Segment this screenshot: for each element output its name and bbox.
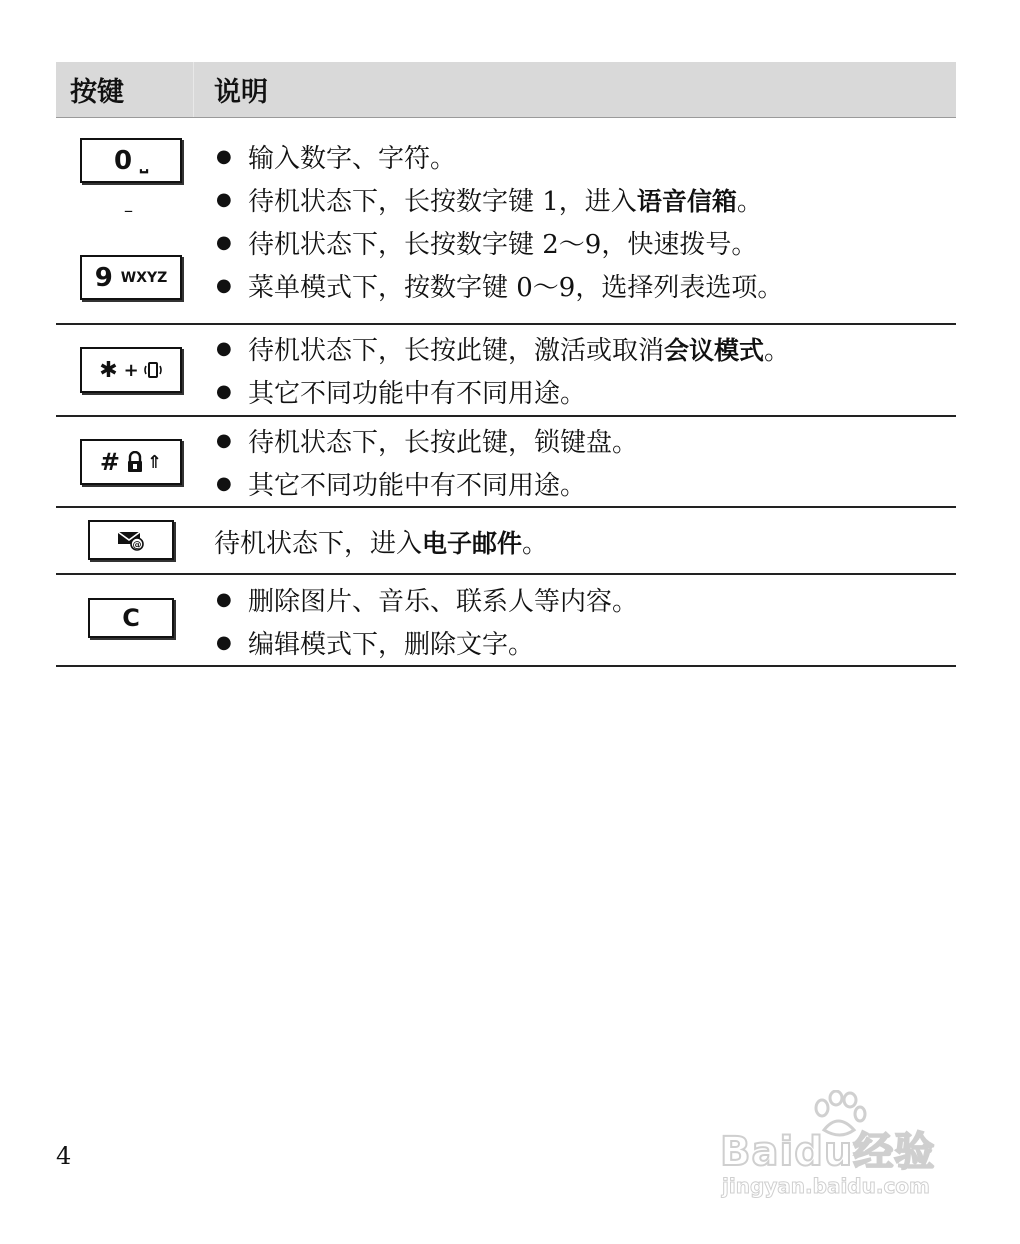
term-voicemail: 语音信箱 (636, 186, 737, 216)
key-9-label: 9 (94, 262, 113, 293)
description-cell (206, 325, 956, 415)
shift-icon: ⇑ (147, 451, 163, 473)
term-meeting-mode: 会议模式 (664, 335, 765, 365)
bullet-icon: ● (216, 275, 232, 296)
key-star (80, 347, 182, 393)
key-c-label: C (122, 604, 140, 632)
list-item: ● 其它不同功能中有不同用途。 (216, 379, 587, 409)
bullet-icon: ● (216, 189, 232, 210)
table-row-clear-key (56, 575, 956, 667)
list-item: ● 菜单模式下，按数字键 0～9，选择列表选项。 (216, 273, 784, 303)
table-row-star-key (56, 325, 956, 417)
key-c (88, 598, 174, 638)
list-item: ● 输入数字、字符。 (216, 144, 457, 174)
bullet-icon: ● (216, 232, 232, 253)
description-cell (206, 417, 956, 506)
header-key: 按键 (56, 62, 194, 117)
key-hash (80, 439, 182, 485)
key-cell (56, 325, 206, 415)
watermark-url: jingyan.baidu.com (722, 1174, 930, 1198)
term-email: 电子邮件 (422, 528, 523, 558)
list-item: ● 编辑模式下，删除文字。 (216, 630, 535, 660)
key-9-letters: WXYZ (120, 269, 168, 286)
list-item: ● 其它不同功能中有不同用途。 (216, 471, 587, 501)
lock-icon (126, 451, 144, 473)
baidu-watermark (720, 1090, 960, 1200)
table-row-email-key (56, 508, 956, 575)
key-cell (56, 118, 206, 323)
bullet-icon: ● (216, 430, 232, 451)
bullet-icon: ● (216, 589, 232, 610)
bullet-icon: ● (216, 338, 232, 359)
key-0-label: 0 (113, 145, 133, 176)
list-item: ● 待机状态下，长按此键，锁键盘。 (216, 428, 639, 458)
page-number: 4 (56, 1142, 72, 1170)
email-icon (116, 529, 146, 551)
description-cell (206, 508, 956, 573)
table-header (56, 62, 956, 118)
table-row-number-keys (56, 118, 956, 325)
table-row-hash-key (56, 417, 956, 508)
vibrate-icon (143, 360, 163, 380)
header-description: 说明 (214, 77, 268, 108)
watermark-brand: Baidu经验 (720, 1129, 936, 1175)
key-cell (56, 575, 206, 665)
key-cell (56, 417, 206, 506)
range-separator: – (124, 200, 133, 221)
key-email (88, 520, 174, 560)
description-cell (206, 118, 956, 323)
list-item: ● 待机状态下，长按数字键 2～9，快速拨号。 (216, 230, 758, 260)
key-9 (80, 255, 182, 300)
bullet-icon: ● (216, 473, 232, 494)
description-cell (206, 575, 956, 665)
list-item: 待机状态下，进入 电子邮件 。 (214, 520, 956, 563)
plus-icon: + (123, 359, 139, 381)
bullet-icon: ● (216, 381, 232, 402)
key-0 (80, 138, 182, 183)
svg-text:@: @ (132, 540, 142, 551)
bullet-icon: ● (216, 146, 232, 167)
hash-icon: # (99, 448, 120, 476)
bullet-icon: ● (216, 632, 232, 653)
key-table (56, 62, 956, 667)
list-item: ● 待机状态下，长按此键，激活或取消 会议模式 。 (214, 327, 956, 370)
space-icon: ⎵ (140, 148, 149, 173)
asterisk-icon: ✱ (99, 357, 118, 383)
key-cell (56, 508, 206, 573)
list-item: ● 待机状态下，长按数字键 1，进入 语音信箱 。 (214, 178, 956, 221)
list-item: ● 删除图片、音乐、联系人等内容。 (216, 587, 639, 617)
